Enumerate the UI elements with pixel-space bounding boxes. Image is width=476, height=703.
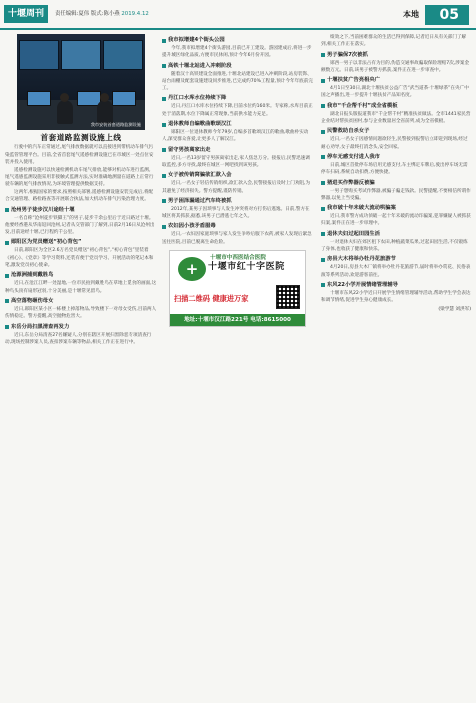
issue-date: 2019.4.12 [121, 11, 149, 17]
bullet-square-icon [162, 97, 166, 101]
hospital-cross-icon [178, 257, 206, 281]
bullet-square-icon [162, 148, 166, 152]
article-body: 十堰市东风22小学近日开展学生情绪管理辅导活动,帮助学生学会表达和调节情绪,促进学生身心健康成长。 [321, 290, 471, 304]
bullet-square-icon [162, 39, 166, 43]
article-body: 今年,我市拟增建4个街头游园,目前已开工建设。游园建成后,将进一步提升城区绿化品质,方便市民休闲,预计今年6月份开园。 [162, 46, 312, 59]
bullet-square-icon [321, 104, 325, 108]
newspaper-logo: 十堰周刊 [4, 5, 48, 23]
article-title: 房县大木将举办牡丹花旅游节 [321, 256, 471, 263]
article-body: 日前,郧阳区为全区2.6万名党员赠送“初心背包”,“初心背包”里装着《初心》、《党章》等学习资料,还装有便于党员学习、开展活动的笔记本和笔,激发党员初心使命。 [5, 248, 154, 269]
article-title: 东风22小学开展情绪管理辅导 [321, 282, 471, 289]
bullet-square-icon [162, 64, 166, 68]
article-title: 男子困泽漏通过汽车终被抓 [162, 198, 314, 205]
qr-code-icon[interactable] [276, 285, 300, 309]
bullet-square-icon [162, 225, 166, 229]
bullet-square-icon [5, 299, 9, 303]
article-title: 留守男孩离家出走 [162, 147, 314, 154]
article-body: 近日,一名13岁留守男孩离家出走,家人焦急万分。接报后,民警迅速调取监控,多方寻找,最终在城区一网吧找到该男孩。 [162, 155, 310, 168]
article-title: 男子骗保7次被抓 [321, 52, 471, 59]
article-body: 2012年,某男子因琐事与人发生冲突将对方打伤后逃逸。日前,警方在城区将其抓获,据悉,该男子已潜逃七年之久。 [162, 206, 310, 220]
article-title: 高空落物砸伤母女 [5, 298, 157, 305]
article-body: 随着汉十高铁建设全面推进,十堰北站建设已进入冲刺阶段,站房装饰、站台雨棚及配套设施建设同步推进,已完成约70%工程量,预计今年年底前完工。 [162, 71, 313, 92]
article-title: 我市“千企帮千村”成全省模板 [321, 103, 471, 110]
main-paragraph: 这两年,根据国家的要求,按照相关部署,遥感检测设施安装完成后,将配合交通管理、路检路查等开展联合执法,加大机动车排气污染治理力度。 [5, 189, 154, 203]
article-title: 女子被传销窝骗欲汇款入会 [162, 172, 314, 179]
article-body: 4月20日,房县大木厂镇将举办牡丹花旅游节,届时将举办赏花、民俗表演等系列活动,欢迎游客前往。 [321, 265, 471, 278]
bullet-square-icon [321, 232, 325, 236]
article-body: 湖北日报头版报道我市“千企帮千村”精准扶贫做法。全市1441家民营企业结对帮扶贫困村,参与企业数量居全省前列,成为全省模板。 [321, 111, 471, 125]
article-body: 近日,一名女子轻信传销组织,欲汇款入会,民警接报后及时上门劝阻,为其避免了经济损失。警方提醒,谨防传销。 [162, 181, 311, 194]
news-photo [17, 34, 145, 130]
article-body: 郧西一男子以非法占有为目的,伪造交通事故骗取保险理赔7次,涉案金额数万元。日前,该男子被警方抓获,案件正在进一步审查中。 [321, 60, 470, 73]
column-middle [162, 34, 314, 699]
article-body: 近日,东岳分局清查27名嫌疑人,分别在辖区开展扫黑除恶专项清查行动,现场控制涉案人员,查扣涉案车辆等物品,相关工作正在进行中。 [5, 332, 152, 345]
hospital-advertisement[interactable] [169, 250, 306, 327]
bullet-square-icon [321, 155, 325, 159]
bullet-square-icon [162, 123, 166, 127]
ad-hospital-name-small: 十堰市中西医结合医院 [210, 255, 266, 262]
bullet-square-icon [321, 79, 325, 83]
main-paragraph: 遥感检测设施可以快速检测机动车尾气排放,能够对机动车进行监测。尾气遥感监测设施采用非接触式监测方法,实时准确地测量在道路上正常行驶车辆的尾气排放情况,为环境管理提供数据支持。 [5, 167, 154, 188]
article-title: 十堰扶贫广告亮相央广 [321, 77, 471, 84]
article-body: 郧阳区一位退休教师今年79岁,自编多首歌颂汉江的歌曲,歌曲朴实动人,深受群众喜爱,让更多人了解汉江。 [162, 130, 309, 143]
masthead [0, 0, 476, 30]
bullet-square-icon [5, 241, 9, 245]
editor-credit [55, 9, 149, 17]
bullet-square-icon [321, 283, 325, 287]
article-body: 近日,一农妇因家庭琐事与家人发生争吵后服下农药,被家人发现后紧急送往医院,目前已脱离生命危险。 [162, 232, 312, 245]
article-body: 近日,丹江口水库水位持续下降,目前水位约160米。专家称,水库目前正处于消落期,水位下降属正常现象,当前供水能力充足。 [162, 104, 313, 117]
bullet-square-icon [162, 174, 166, 178]
article-title: 郧阳区为党员赠送“初心背包” [5, 239, 157, 246]
bullet-square-icon [5, 274, 9, 278]
main-headline: 首套道路监测设施上线 [40, 133, 122, 142]
article-body: 一男子想购买考试作弊器,被骗子骗走钱款。民警提醒,不要相信所谓作弊器,以免上当受骗。 [321, 188, 471, 201]
reporter-byline: (梁学慧 刘洪军) [438, 306, 471, 312]
ad-hospital-name-large: 十堰市红十字医院 [208, 262, 285, 273]
article-title: 东岳分局扫黑清查再发力 [5, 324, 157, 331]
bullet-square-icon [162, 199, 166, 203]
article-title: 民警救助自杀女子 [321, 128, 471, 135]
article-body: 日前,城区首批停车场启用无感支付,车主绑定车牌后,驶出停车场无需停车扫码,系统自动扣费,方便快捷。 [321, 162, 468, 176]
ad-slogan: 扫描二维码 健康进万家 [174, 294, 249, 304]
page-number-badge: 05 [425, 5, 469, 25]
article-body: 近日,郧阳区某小区一栋楼上掉落物品,导致楼下一对母女受伤,目前两人伤情稳定。警方提醒,高空抛物危害大。 [5, 306, 157, 320]
article-body: 4月1日至30日,湖北十堰扶贫公益广告“武当道茶·十堰绿茶”在央广中国之声播出,进一步提升十堰扶贫产品知名度。 [321, 86, 469, 99]
article-title: 丹江口水库水位持续下降 [162, 95, 314, 102]
article-title: 退休教师自编歌曲歌颂汉江 [162, 121, 314, 128]
bullet-square-icon [321, 181, 325, 185]
article-body: 近日,一名女子因感情问题欲轻生,民警接到报警后立即赶到现场,经过耐心劝导,女子最终打消念头,安全回家。 [321, 137, 468, 150]
main-paragraph: 行驶中的汽车正常通过,尾气排放数据就可以直接进到带机动车排气污染监管管理平台。目前,全省首套尾气遥感检测设施已在市城区一处点位安装并投入使用。 [5, 145, 154, 166]
article-title: 高铁十堰北站进入冲刺阶段 [162, 63, 314, 70]
article-body: 近日,我市警方成功侦破一起十年未破的流动诈骗案,犯罪嫌疑人被抓获归案,案件正在进一步审理中。 [321, 214, 471, 227]
bullet-square-icon [321, 207, 325, 211]
bullet-square-icon [5, 325, 9, 329]
article-title: 我市拟增建4个街头公园 [162, 37, 314, 44]
bullet-square-icon [321, 53, 325, 57]
article-body: 近日,在沧江江畔一处湿地,一位市民拍到戴胜鸟在草地上觅食的画面,这种鸟头顶有扇形冠羽,十分美丽,是十堰常见留鸟。 [5, 281, 157, 294]
column-right [321, 34, 471, 699]
article-title: 退休夫妇过起田园生活 [321, 231, 471, 238]
editor-credit-text: 责任编辑:夏伟 版式:陈小燕 [55, 11, 120, 17]
bullet-square-icon [321, 258, 325, 262]
ad-address-bar: 地址:十堰市汉江路221号 电话:8615000 [170, 314, 305, 326]
article-title: 沧源洲捕到戴胜鸟 [5, 272, 157, 279]
article-title: 停车无感支付进人我市 [321, 154, 471, 161]
column-left [5, 34, 157, 699]
article-title: 沧州男子徒步汉川途经十堰 [5, 207, 157, 214]
bullet-square-icon [321, 130, 325, 134]
article-continuation: 绩效之下,当前困难群众的生活已得到保障,记者近日从有关部门了解到,相关工作正在落实。 [321, 35, 467, 48]
photo-caption: 我市安装首套道路监测设施 [90, 121, 141, 127]
section-name: 本地 [403, 10, 419, 19]
article-body: 一名自称“沧州徒步铁脚王”的男子,徒步千余公里后于近日路过十堰。他要经香港从华南返回沧州,记者从交管部门了解到,日前2月16日从沧州出发,目前途经十堰,已行程约千公里。 [5, 215, 155, 236]
article-body: 一对退休夫妇在郊区租下农田,种植蔬菜瓜果,过起田园生活,不仅锻炼了身体,也收获了健康和快乐。 [321, 239, 468, 253]
bullet-square-icon [5, 208, 9, 212]
article-title: 我市破十年未破大流动哄骗案 [321, 205, 471, 212]
article-title: 农妇因小孩矛盾服毒 [162, 223, 314, 230]
article-title: 猪进买作弊器反被骗 [321, 180, 471, 187]
